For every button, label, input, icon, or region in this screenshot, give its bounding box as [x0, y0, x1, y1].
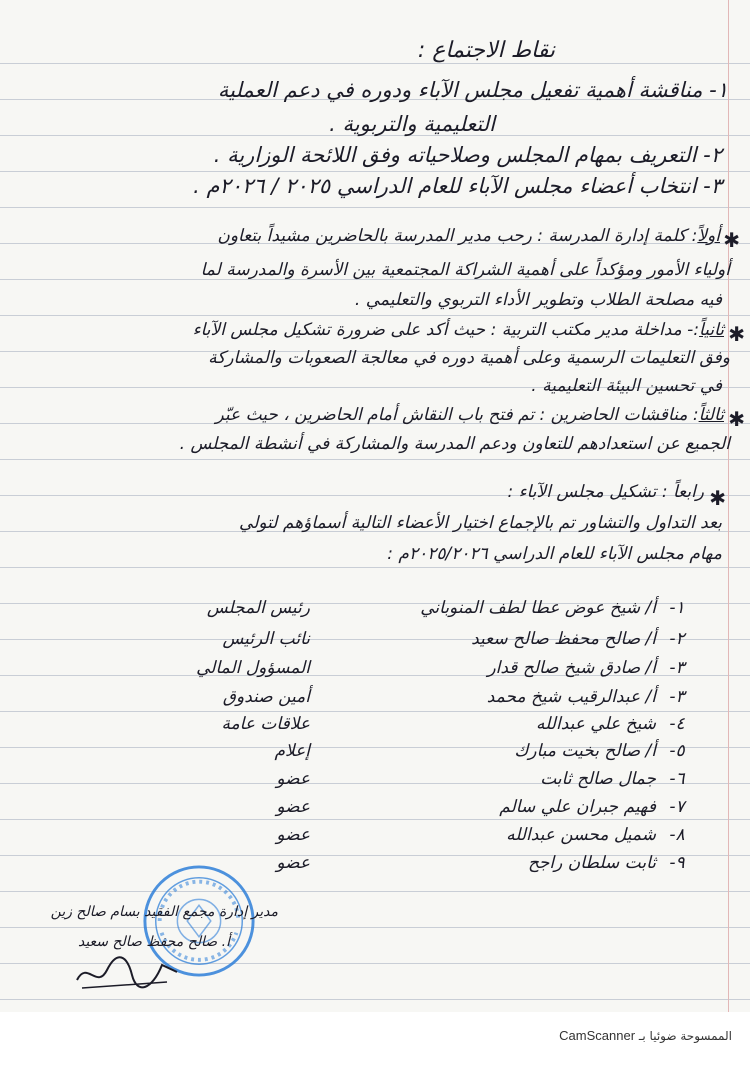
camscanner-brand: CamScanner: [559, 1028, 636, 1043]
member-name: أ/ صالح محفظ صالح سعيد: [471, 629, 656, 649]
section-second-line-3: في تحسين البيئة التعليمية .: [531, 376, 722, 396]
section-fourth-title: رابعاً : تشكيل مجلس الآباء :: [507, 482, 704, 502]
member-name: شميل محسن عبدالله: [506, 825, 656, 845]
member-number: ٣-: [669, 687, 685, 707]
member-name: فهيم جبران علي سالم: [499, 797, 656, 817]
member-role: علاقات عامة: [221, 714, 310, 734]
member-role: نائب الرئيس: [222, 629, 310, 649]
member-name: شيخ علي عبدالله: [536, 714, 656, 734]
member-role: عضو: [276, 797, 310, 817]
member-name: أ/ شيخ عوض عطا لطف المنوباني: [420, 598, 656, 618]
bullet-star-icon: ✱: [723, 228, 740, 252]
member-row: [506, 825, 698, 845]
section-first-line-3: فيه مصلحة الطلاب وتطوير الأداء التربوي والتعليمي .: [354, 290, 722, 310]
section-first: [217, 228, 720, 245]
agenda-item-2: ٢- التعريف بمهام المجلس وصلاحياته وفق اللائحة الوزارية .: [213, 143, 722, 167]
agenda-item-1: ١- مناقشة أهمية تفعيل مجلس الآباء ودوره في دعم العملية: [217, 78, 728, 102]
section-second-line-2: وفق التعليمات الرسمية وعلى أهمية دوره في معالجة الصعوبات والمشاركة: [208, 348, 730, 368]
member-number: ٤-: [669, 714, 685, 734]
section-third-line-1: : مناقشات الحاضرين : تم فتح باب النقاش أمام الحاضرين ، حيث عبّر: [215, 405, 699, 425]
section-fourth-intro-1: بعد التداول والتشاور تم بالإجماع اختيار الأعضاء التالية أسماؤهم لتولي: [239, 513, 722, 533]
member-name: ثابت سلطان راجح: [527, 853, 656, 873]
signature-line-1: مدير إدارة مجمع الفقيد بسام صالح زين: [50, 904, 278, 920]
member-role: عضو: [276, 825, 310, 845]
member-number: ٥-: [669, 741, 685, 761]
member-role: عضو: [276, 853, 310, 873]
member-row: [487, 658, 698, 678]
agenda-item-1-cont: التعليمية والتربوية .: [329, 112, 495, 136]
member-row: [540, 769, 698, 789]
member-role: أمين صندوق: [222, 687, 310, 707]
section-fourth-intro-2: مهام مجلس الآباء للعام الدراسي ٢٠٢٥/٢٠٢٦م :: [387, 544, 722, 564]
bullet-star-icon: ✱: [728, 407, 745, 431]
section-third-line-2: الجميع عن استعدادهم للتعاون ودعم المدرسة والمشاركة في أنشطة المجلس .: [179, 434, 730, 454]
section-first-line-2: أولياء الأمور ومؤكداً على أهمية الشراكة المجتمعية بين الأسرة والمدرسة لما: [200, 260, 730, 280]
member-role: عضو: [276, 769, 310, 789]
section-third: [216, 407, 724, 424]
member-row: [528, 853, 698, 873]
member-row: [499, 797, 698, 817]
member-name: جمال صالح ثابت: [540, 769, 656, 789]
member-number: ٧-: [669, 797, 685, 817]
member-name: أ/ عبدالرقيب شيخ محمد: [486, 687, 656, 707]
handwritten-signature-icon: [72, 950, 182, 995]
section-second-line-1: :- مداخلة مدير مكتب التربية : حيث أكد على ضرورة تشكيل مجلس الآباء: [192, 320, 700, 340]
agenda-item-3: ٣- انتخاب أعضاء مجلس الآباء للعام الدراسي ٢٠٢٥ / ٢٠٢٦م .: [193, 174, 722, 198]
member-number: ٨-: [669, 825, 685, 845]
member-name: أ/ صادق شيخ صالح قدار: [487, 658, 656, 678]
scan-footer: [0, 1012, 750, 1077]
member-role: المسؤول المالي: [196, 658, 310, 678]
meeting-points-heading: نقاط الاجتماع :: [417, 38, 555, 63]
member-number: ١-: [669, 598, 685, 618]
member-row: [487, 687, 698, 707]
member-role: رئيس المجلس: [206, 598, 310, 618]
section-second-label: ثانياً: [699, 320, 724, 340]
scanner-watermark: [559, 1028, 732, 1043]
member-name: أ/ صالح بخيت مبارك: [514, 741, 656, 761]
section-third-label: ثالثاً: [698, 405, 724, 425]
scanned-with-label: الممسوحة ضوئيا بـ: [638, 1029, 732, 1043]
section-first-line-1: : كلمة إدارة المدرسة : رحب مدير المدرسة بالحاضرين مشيداً بتعاون: [217, 226, 698, 246]
member-number: ٢-: [669, 629, 685, 649]
member-row: [514, 741, 698, 761]
margin-line: [728, 0, 729, 1077]
section-first-label: أولاً: [697, 226, 720, 246]
member-row: [471, 629, 698, 649]
member-row: [536, 714, 698, 734]
bullet-star-icon: ✱: [709, 486, 726, 510]
member-number: ٣-: [669, 658, 685, 678]
member-number: ٩-: [669, 853, 685, 873]
member-role: إعلام: [274, 741, 310, 761]
signature-line-2: أ. صالح محفظ صالح سعيد: [77, 934, 230, 950]
member-row: [420, 598, 698, 618]
member-number: ٦-: [669, 769, 685, 789]
section-second: [193, 322, 724, 339]
bullet-star-icon: ✱: [728, 322, 745, 346]
